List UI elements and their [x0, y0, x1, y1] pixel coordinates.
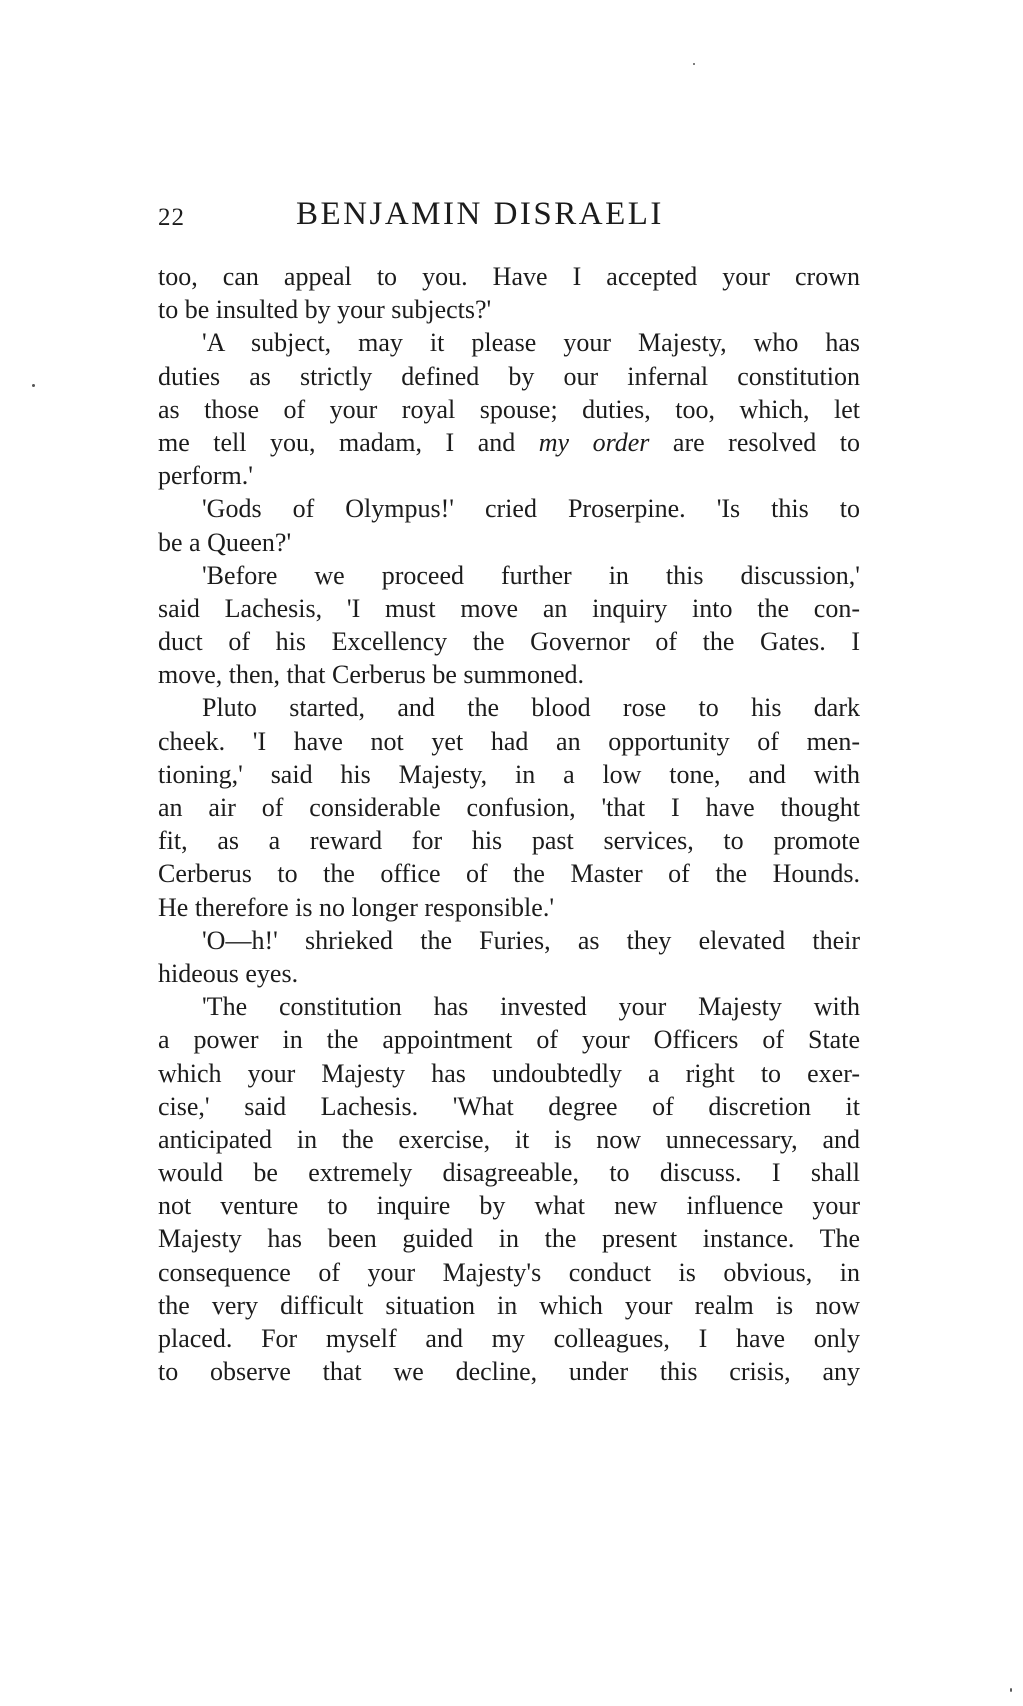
text-line: 'O—h!' shrieked the Furies, as they elevated their: [202, 925, 860, 955]
text-line: duties as strictly defined by our infernal constitution: [158, 361, 860, 391]
text-line: 'Gods of Olympus!' cried Proserpine. 'Is this to: [202, 494, 860, 524]
text-line: 'Before we proceed further in this discussion,': [202, 560, 860, 590]
body-text: [158, 260, 860, 1388]
text-line: to observe that we decline, under this crisis, any: [158, 1357, 860, 1387]
text-line: consequence of your Majesty's conduct is obvious, in: [158, 1257, 860, 1287]
text-line: 'A subject, may it please your Majesty, who has: [202, 328, 860, 358]
text-line: would be extremely disagreeable, to discuss. I shall: [158, 1158, 860, 1188]
text-line: as those of your royal spouse; duties, too, which, let: [158, 394, 860, 424]
text-line: to be insulted by your subjects?': [158, 295, 492, 325]
text-line: He therefore is no longer responsible.': [158, 892, 555, 922]
text-line: said Lachesis, 'I must move an inquiry into the con-: [158, 593, 860, 623]
page-header: [158, 196, 860, 240]
paper-speck: [693, 63, 695, 65]
text-line: Cerberus to the office of the Master of the Hounds.: [158, 859, 860, 889]
paper-speck: [1010, 1688, 1012, 1692]
paper-speck: [32, 384, 35, 387]
text-line: an air of considerable confusion, 'that I have thought: [158, 793, 860, 822]
text-line: anticipated in the exercise, it is now unnecessary, and: [158, 1124, 860, 1154]
text-line: cheek. 'I have not yet had an opportunity of men-: [158, 726, 860, 756]
text-line: perform.': [158, 461, 253, 491]
text-line: the very difficult situation in which your realm is now: [158, 1290, 860, 1320]
text-line: which your Majesty has undoubtedly a right to exer-: [158, 1058, 860, 1088]
text-line: move, then, that Cerberus be summoned.: [158, 660, 585, 690]
text-line: hideous eyes.: [158, 958, 299, 988]
text-line: a power in the appointment of your Officers of State: [158, 1025, 860, 1055]
text-line: tioning,' said his Majesty, in a low tone, and with: [158, 759, 860, 789]
text-line: cise,' said Lachesis. 'What degree of discretion it: [158, 1091, 860, 1121]
running-title: BENJAMIN DISRAELI: [296, 196, 664, 232]
text-line: 'The constitution has invested your Majesty with: [202, 992, 860, 1022]
text-line: Pluto started, and the blood rose to his dark: [202, 693, 860, 723]
text-line: fit, as a reward for his past services, to promote: [158, 826, 860, 856]
text-line: placed. For myself and my colleagues, I have only: [158, 1324, 860, 1353]
text-line: be a Queen?': [158, 527, 292, 557]
text-line: me tell you, madam, I and my order are resolved to: [158, 427, 860, 457]
italic-phrase: my order: [538, 427, 650, 457]
text-line: too, can appeal to you. Have I accepted your crown: [158, 262, 860, 291]
page-number: 22: [158, 204, 185, 231]
text-line: not venture to inquire by what new influence your: [158, 1191, 860, 1221]
text-line: duct of his Excellency the Governor of the Gates. I: [158, 627, 860, 657]
text-line: Majesty has been guided in the present instance. The: [158, 1224, 860, 1254]
